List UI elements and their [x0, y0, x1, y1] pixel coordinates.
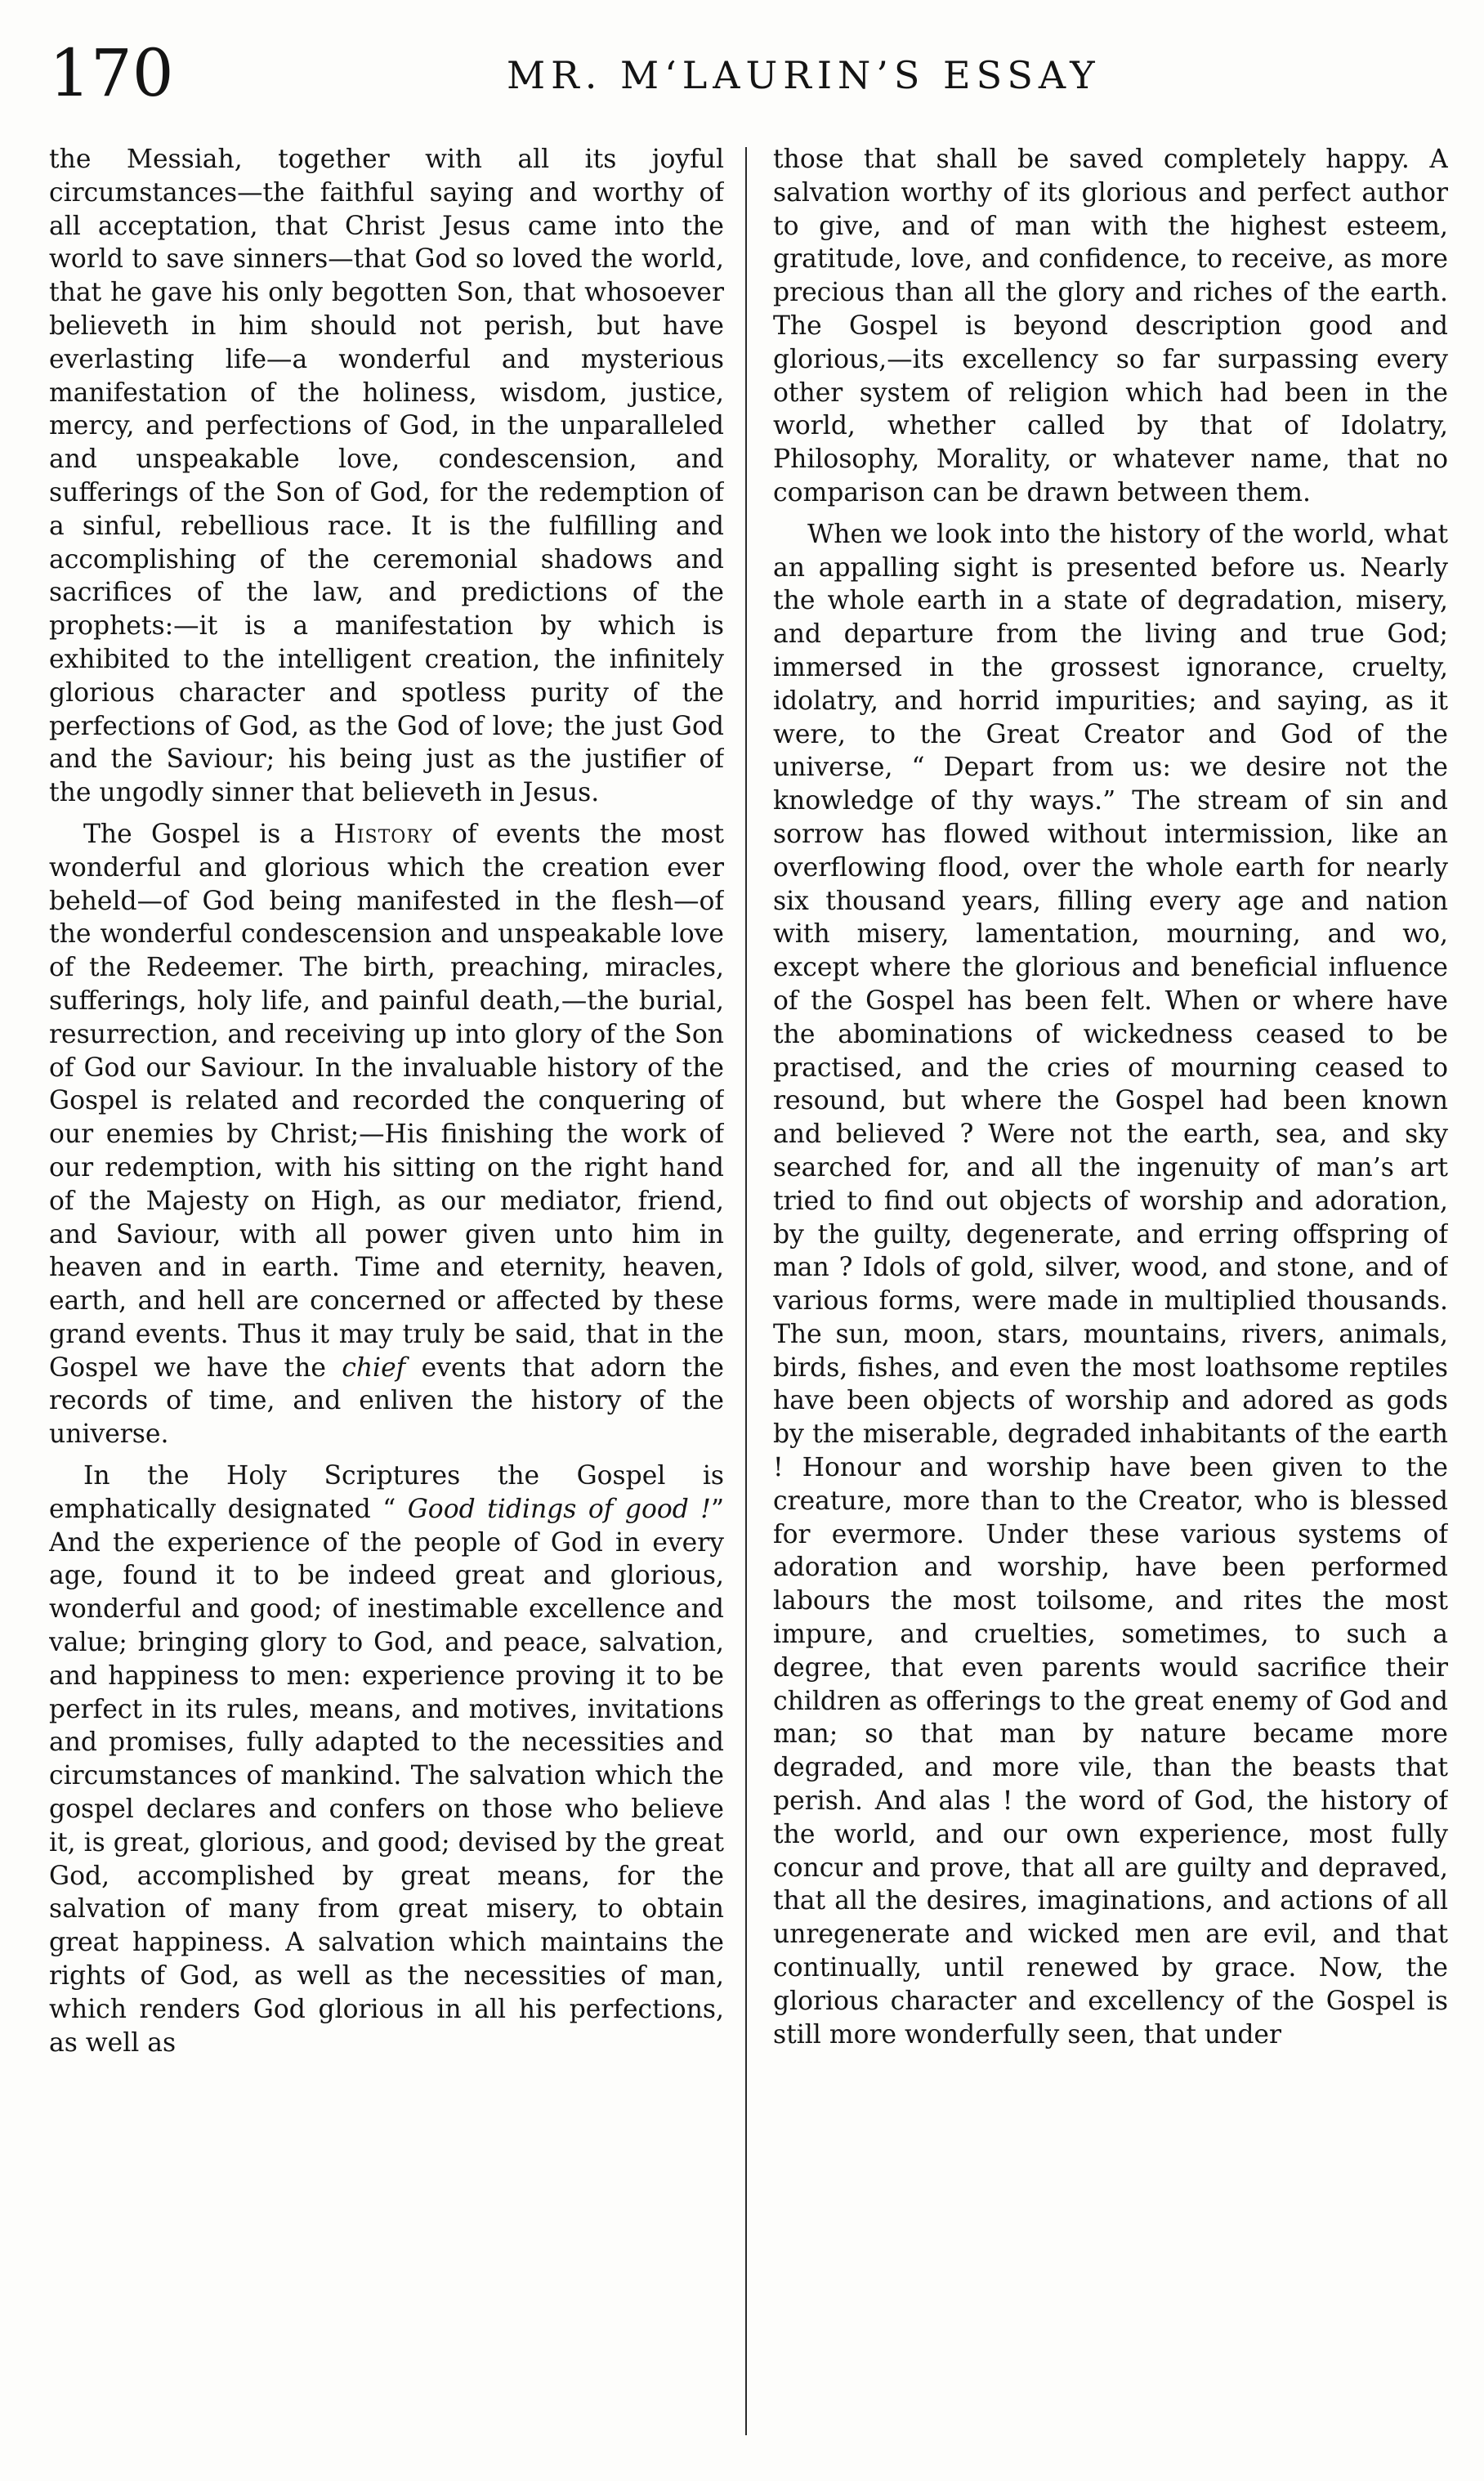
left-paragraph-1: the Messiah, together with all its joyful circumstances—the faithful saying and worthy of all acceptation, that Christ Jesus came into the world to save sinners—that God so loved the world, that he gave his only begotten Son, that whosoever believeth in him should not perish, but have everlasting life—a wonderful and mysterious manifestation of the holiness, wisdom, justice, mercy, and perfections of God, in the unparalleled and unspeakable love, condescension, and sufferings of the Son of God, for the redemption of a sinful, rebellious race. It is the fulfilling and accomplishing of the ceremonial shadows and sacrifices of the law, and predictions of the prophets:—it is a manifestation by which is exhibited to the intelligent creation, the infinitely glorious character and spotless purity of the perfections of God, as the God of love; the just God and the Saviour; his being just as the justifier of the ungodly sinner that believeth in Jesus. [49, 145, 724, 808]
text-run: ” And the experience of the people of God in every age, found it to be indeed great and glorious, wonderful and good; of inestimable excellence and value; bringing glory to God, and peace, salvation, and happiness to men: experience proving it to be perfect in its rules, means, and motives, invitations and promises, fully adapted to the necessities and circumstances of mankind. The salvation which the gospel declares and confers on those who believe it, is great, glorious, and good; devised by the great God, accomplished by great means, for the salvation of many from great misery, to obtain great happiness. A salvation which maintains the rights of God, as well as the necessities of man, which renders God glorious in all his perfections, as well as [49, 1494, 724, 2058]
running-head: MR. M‘LAURIN’S ESSAY [507, 53, 1101, 97]
right-paragraph-1: those that shall be saved completely happy. A salvation worthy of its glorious and perfect author to give, and of man with the highest esteem, gratitude, love, and confidence, to receive, as more precious than all the glory and riches of the earth. The Gospel is beyond description good and glorious,—its excellency so far surpassing every other system of religion which had been in the world, whether called by that of Idolatry, Philosophy, Morality, or whatever name, that no comparison can be drawn between them. [773, 145, 1448, 507]
right-column [773, 143, 1448, 2456]
history-smallcaps: History [333, 819, 433, 849]
text-run: The Gospel is a [83, 819, 334, 849]
text-run: events that adorn the records of time, and enliven the history of the universe. [49, 1352, 724, 1450]
column-divider [745, 147, 747, 2435]
page-header [49, 33, 1438, 123]
left-paragraph-3 [49, 1460, 724, 2059]
left-paragraph-2 [49, 818, 724, 1451]
text-run: of events the most wonderful and glorious which the creation ever beheld—of God being manifested in the flesh—of the wonderful condescension and unspeakable love of the Redeemer. The birth, preaching, miracles, sufferings, holy life, and painful death,—the burial, resurrection, and receiving up into glory of the Son of God our Saviour. In the invaluable history of the Gospel is related and recorded the conquering of our enemies by Christ;—His finishing the work of our redemption, with his sitting on the right hand of the Majesty on High, as our mediator, friend, and Saviour, with all power given unto him in heaven and in earth. Time and eternity, heaven, earth, and hell are concerned or affected by these grand events. Thus it may truly be said, that in the Gospel we have the [49, 819, 724, 1383]
right-paragraph-2: When we look into the history of the world, what an appalling sight is presented before us. Nearly the whole earth in a state of degradation, misery, and departure from the living and true God; immersed in the grossest ignorance, cruelty, idolatry, and horrid impurities; and saying, as it were, to the Great Creator and God of the universe, “ Depart from us: we desire not the knowledge of thy ways.” The stream of sin and sorrow has flowed without intermission, like an overflowing flood, over the whole earth for nearly six thousand years, filling every age and nation with misery, lamentation, mourning, and wo, except where the glorious and beneficial influence of the Gospel has been felt. When or where have the abominations of wickedness ceased to be practised, and the cries of mourning ceased to resound, but where the Gospel had been known and believed ? Were not the earth, sea, and sky searched for, and all the ingenuity of man’s art tried to find out objects of worship and adoration, by the guilty, degenerate, and erring offspring of man ? Idols of gold, silver, wood, and stone, and of various forms, were made in multiplied thousands. The sun, moon, stars, mountains, rivers, animals, birds, fishes, and even the most loathsome reptiles have been objects of worship and adored as gods by the miserable, degraded inhabitants of the earth ! Honour and worship have been given to the creature, more than to the Creator, who is blessed for evermore. Under these various systems of adoration and worship, have been performed labours the most toilsome, and rites the most impure, and cruelties, sometimes, to such a degree, that even parents would sacrifice their children as offerings to the great enemy of God and man; so that man by nature became more degraded, and more vile, than the beasts that perish. And alas ! the word of God, the history of the world, and our own experience, most fully concur and prove, that all are guilty and depraved, that all the desires, imaginations, and actions of all unregenerate and wicked men are evil, and that continually, until renewed by grace. Now, the glorious character and excellency of the Gospel is still more wonderfully seen, that under [773, 519, 1448, 2050]
left-column [49, 143, 724, 2456]
page-number: 170 [49, 35, 174, 111]
chief-italic: chief [342, 1352, 406, 1383]
good-tidings-italic: Good tidings of good ! [407, 1494, 711, 1524]
text-run: In the Holy Scriptures the Gospel is emphatically designated “ [49, 1461, 724, 1524]
